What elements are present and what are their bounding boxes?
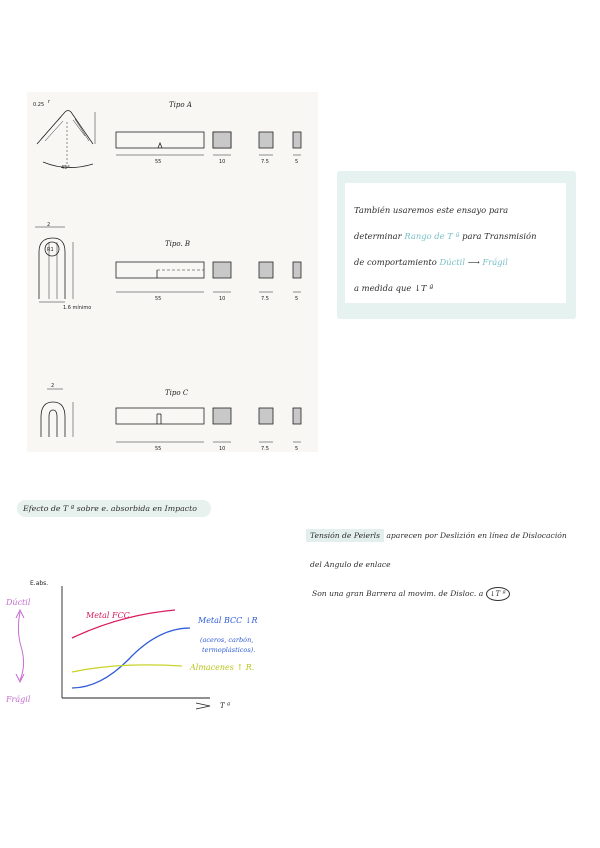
note-determinar: determinar <box>354 231 402 241</box>
x-axis-arrow <box>196 703 210 709</box>
ductil-label: Dúctil <box>6 598 31 607</box>
temp-down-circled: ↓T ª <box>486 587 510 601</box>
energy-temperature-chart <box>0 570 300 720</box>
dim-b-7-5: 7.5 <box>261 296 269 302</box>
note-comportamiento: de comportamiento <box>354 257 437 267</box>
radius-label: 0.25 <box>33 102 45 108</box>
legend-fcc: Metal FCC <box>86 611 130 620</box>
specimen-drawings <box>27 92 318 452</box>
tipo-b-label: Tipo. B <box>165 240 191 248</box>
right-note-line-3 <box>312 587 510 601</box>
dim-c-length: 55 <box>155 446 162 452</box>
radius-sup: r <box>48 99 51 105</box>
note-line-2 <box>354 231 537 241</box>
dim-a-7-5: 7.5 <box>261 159 269 165</box>
series-bcc-line <box>72 628 190 688</box>
x-axis-label: T ª <box>220 702 231 710</box>
dim-a-10: 10 <box>219 159 226 165</box>
note-line-3 <box>354 257 508 267</box>
dim-b-10: 10 <box>219 296 226 302</box>
note-card-body <box>345 183 566 303</box>
charpy-specimen-figure <box>27 92 318 452</box>
note-fragil: Frágil <box>482 257 508 267</box>
dim-c-5: 5 <box>295 446 299 452</box>
right-note-line-1 <box>306 531 567 540</box>
dim-b-2: 2 <box>47 222 51 228</box>
min-note: 1.6 mínimo <box>63 305 92 311</box>
peierls-text: aparecen por Deslizión en línea de Dislocación <box>386 531 567 540</box>
dim-b-5: 5 <box>295 296 299 302</box>
dim-c-10: 10 <box>219 446 226 452</box>
barrier-text: Son una gran Barrera al movim. de Disloc. a <box>312 589 484 598</box>
dim-c-7-5: 7.5 <box>261 446 269 452</box>
fragil-label: Frágil <box>6 695 31 704</box>
ductile-fragile-arrow <box>18 612 23 680</box>
note-transmision: para Transmisión <box>462 231 537 241</box>
note-line-4: a medida que ↓T ª <box>354 283 434 293</box>
note-line-1: También usaremos este ensayo para <box>354 205 509 215</box>
peierls-highlight: Tensión de Peierls <box>306 529 384 542</box>
radius-1: R1 <box>47 247 54 253</box>
dim-c-2: 2 <box>51 383 55 389</box>
note-ductil: Dúctil <box>439 257 466 267</box>
dim-b-length: 55 <box>155 296 162 302</box>
series-alm-line <box>72 665 182 672</box>
legend-alm: Almacenes ↑ R. <box>190 663 255 672</box>
tipo-a-label: Tipo A <box>169 101 192 109</box>
tipo-c-label: Tipo C <box>165 389 189 397</box>
arrow-right-icon: ⟶ <box>467 257 480 267</box>
y-axis-label: E.abs. <box>30 580 49 587</box>
legend-bcc: Metal BCC ↓R <box>198 616 258 625</box>
note-card <box>337 171 576 319</box>
right-note-line-2: del Angulo de enlace <box>310 560 391 569</box>
angle-label: 45° <box>61 165 70 171</box>
dim-a-5: 5 <box>295 159 299 165</box>
note-rango: Rango de T ª <box>404 231 460 241</box>
legend-bcc-note: (aceros, carbón, termoplásticos). <box>200 636 256 654</box>
section-title: Efecto de T ª sobre e. absorbida en Impacto <box>17 500 211 517</box>
dim-a-length: 55 <box>155 159 162 165</box>
